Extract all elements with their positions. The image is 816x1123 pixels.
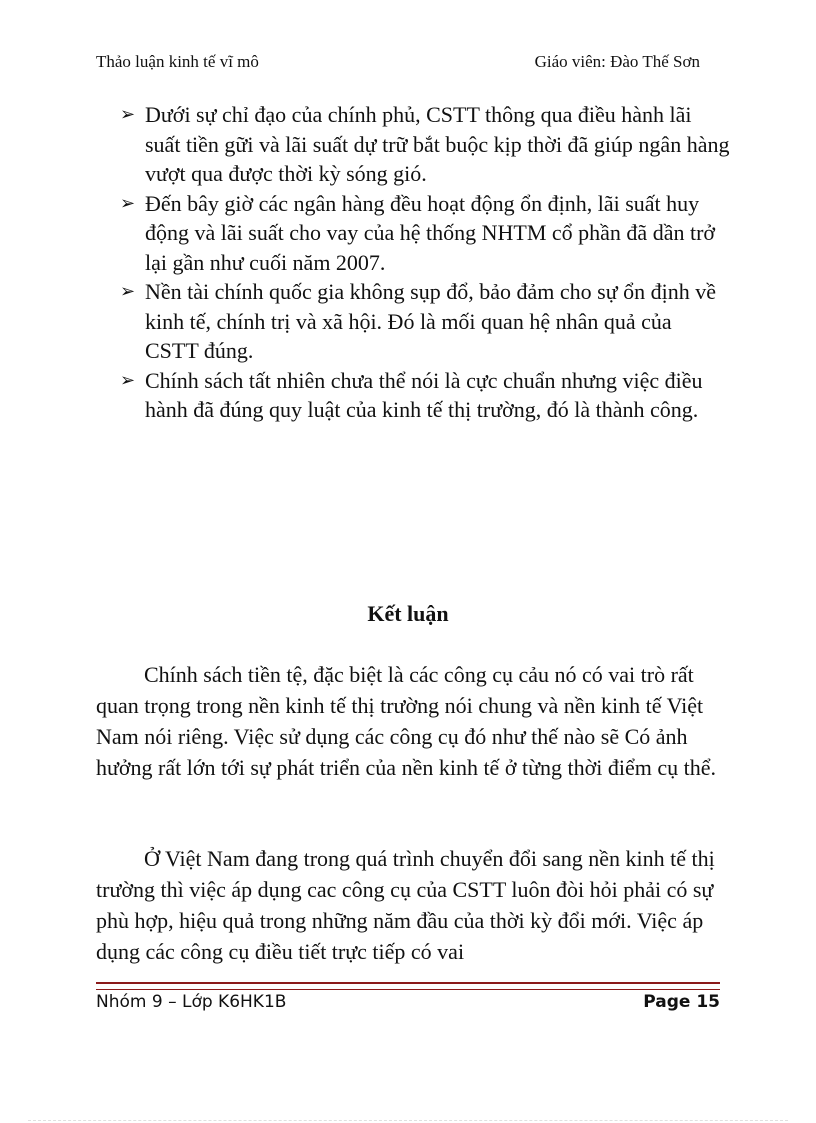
list-item [120,100,730,189]
arrow-bullet-icon: ➢ [120,369,136,391]
list-item [120,277,730,366]
conclusion-paragraph-2: Ở Việt Nam đang trong quá trình chuyển đổi sang nền kinh tế thị trường thì việc áp dụng cac công cụ của CSTT luôn đòi hỏi phải có sự phù hợp, hiệu quả trong những năm đầu của thời kỳ đổi mới. Việc áp dụng các công cụ điều tiết trực tiếp có vai [96,846,715,964]
header-course-title: Thảo luận kinh tế vĩ mô [96,52,259,71]
arrow-bullet-icon: ➢ [120,104,136,125]
footer-group-class: Nhóm 9 – Lớp K6HK1B [96,992,287,1012]
footer-divider [96,982,720,990]
page-header [96,52,700,72]
page-footer [96,992,720,1012]
bullet-text: Đến bây giờ các ngân hàng đều hoạt động ổn định, lãi suất huy động và lãi suất cho vay của hệ thống NHTM cổ phần đã dần trở lại gần như cuối năm 2007. [145,190,716,275]
arrow-bullet-icon: ➢ [120,281,136,302]
bullet-text: Nền tài chính quốc gia không sụp đổ, bảo đảm cho sự ổn định về kinh tế, chính trị và xã hội. Đó là mối quan hệ nhân quả của CSTT đúng. [145,279,716,363]
bullet-text: Chính sách tất nhiên chưa thể nói là cực chuẩn nhưng việc điều hành đã đúng quy luật của kinh tế thị trường, đó là thành công. [145,367,703,422]
arrow-bullet-icon: ➢ [120,192,136,214]
conclusion-paragraph-1: Chính sách tiền tệ, đặc biệt là các công cụ cảu nó có vai trò rất quan trọng trong nền kinh tế thị trường nói chung và nền kinh tế Việt Nam nói riêng. Việc sử dụng các công cụ đó như thế nào sẽ Có ảnh hưởng rất lớn tới sự phát triển của nền kinh tế ở từng thời điểm cụ thể. [96,662,716,780]
list-item [120,366,730,425]
header-teacher: Giáo viên: Đào Thế Sơn [534,52,700,71]
page-bottom-dashed-line [28,1120,788,1121]
bullet-text: Dưới sự chỉ đạo của chính phủ, CSTT thông qua điều hành lãi suất tiền gữi và lãi suất dự trữ bắt buộc kịp thời đã giúp ngân hàng vượt qua được thời kỳ sóng gió. [145,102,730,186]
page-number: Page 15 [643,992,720,1012]
bullet-list [120,100,730,425]
section-heading: Kết luận [367,601,449,626]
list-item [120,189,730,278]
